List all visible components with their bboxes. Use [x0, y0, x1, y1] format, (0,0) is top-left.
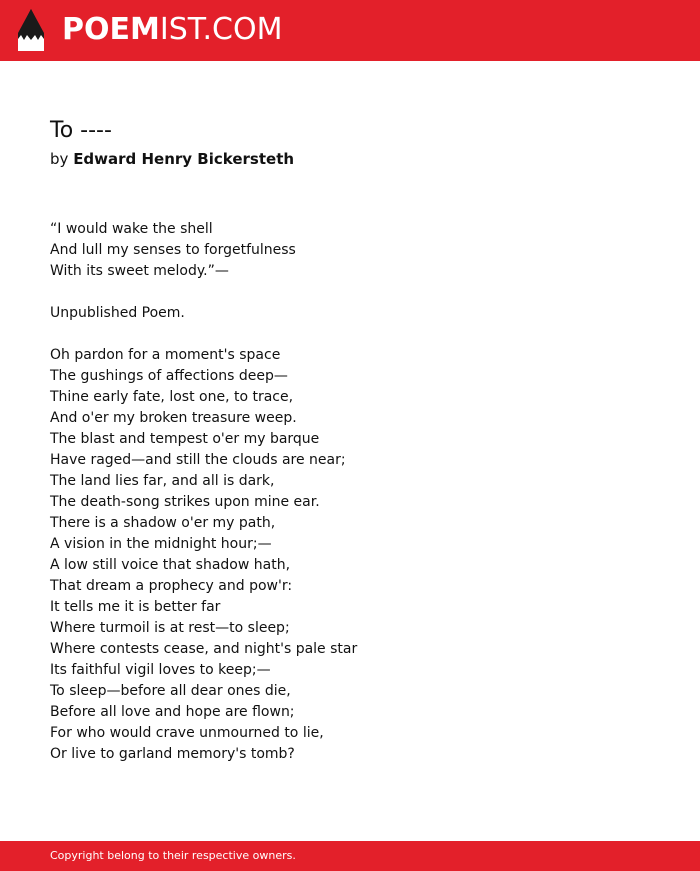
poem-line: Or live to garland memory's tomb?: [50, 746, 295, 762]
pencil-tip-icon[interactable]: [18, 9, 44, 51]
poem-title: To ----: [50, 118, 112, 143]
poem-line: Thine early fate, lost one, to trace,: [50, 389, 294, 405]
site-logo[interactable]: [62, 12, 282, 48]
poem-line: Have raged—and still the clouds are near;: [50, 452, 346, 468]
poem-line: Where contests cease, and night's pale star: [50, 641, 358, 657]
poem-line: With its sweet melody.”—: [50, 263, 229, 279]
poem-line: The death-song strikes upon mine ear.: [50, 494, 320, 510]
poem-line: It tells me it is better far: [50, 599, 221, 615]
poem-body: [50, 219, 650, 765]
poem-line: And lull my senses to forgetfulness: [50, 242, 296, 258]
poem-line: “I would wake the shell: [50, 221, 213, 237]
poem-line: Unpublished Poem.: [50, 305, 185, 321]
poem-line: For who would crave unmourned to lie,: [50, 725, 324, 741]
poem-line: Oh pardon for a moment's space: [50, 347, 281, 363]
site-header: [0, 0, 700, 61]
logo-bold-text: POEM: [62, 12, 160, 47]
poem-line: That dream a prophecy and pow'r:: [50, 578, 293, 594]
poem-line: The blast and tempest o'er my barque: [50, 431, 320, 447]
poem-line: Before all love and hope are flown;: [50, 704, 295, 720]
poem-line: A vision in the midnight hour;—: [50, 536, 272, 552]
site-footer: [0, 841, 700, 871]
copyright-text: Copyright belong to their respective owners.: [50, 849, 296, 862]
poem-author: Edward Henry Bickersteth: [73, 150, 295, 168]
poem-byline: [50, 148, 294, 170]
logo-light-text: IST.COM: [159, 12, 283, 47]
poem-line: The land lies far, and all is dark,: [50, 473, 275, 489]
by-label: by: [50, 150, 69, 168]
stanza-break: [50, 324, 650, 345]
stanza-break: [50, 282, 650, 303]
poem-line: To sleep—before all dear ones die,: [50, 683, 291, 699]
poem-line: Its faithful vigil loves to keep;—: [50, 662, 271, 678]
poem-line: The gushings of affections deep—: [50, 368, 288, 384]
poem-line: There is a shadow o'er my path,: [50, 515, 276, 531]
poem-line: And o'er my broken treasure weep.: [50, 410, 297, 426]
poem-line: A low still voice that shadow hath,: [50, 557, 291, 573]
poem-line: Where turmoil is at rest—to sleep;: [50, 620, 290, 636]
